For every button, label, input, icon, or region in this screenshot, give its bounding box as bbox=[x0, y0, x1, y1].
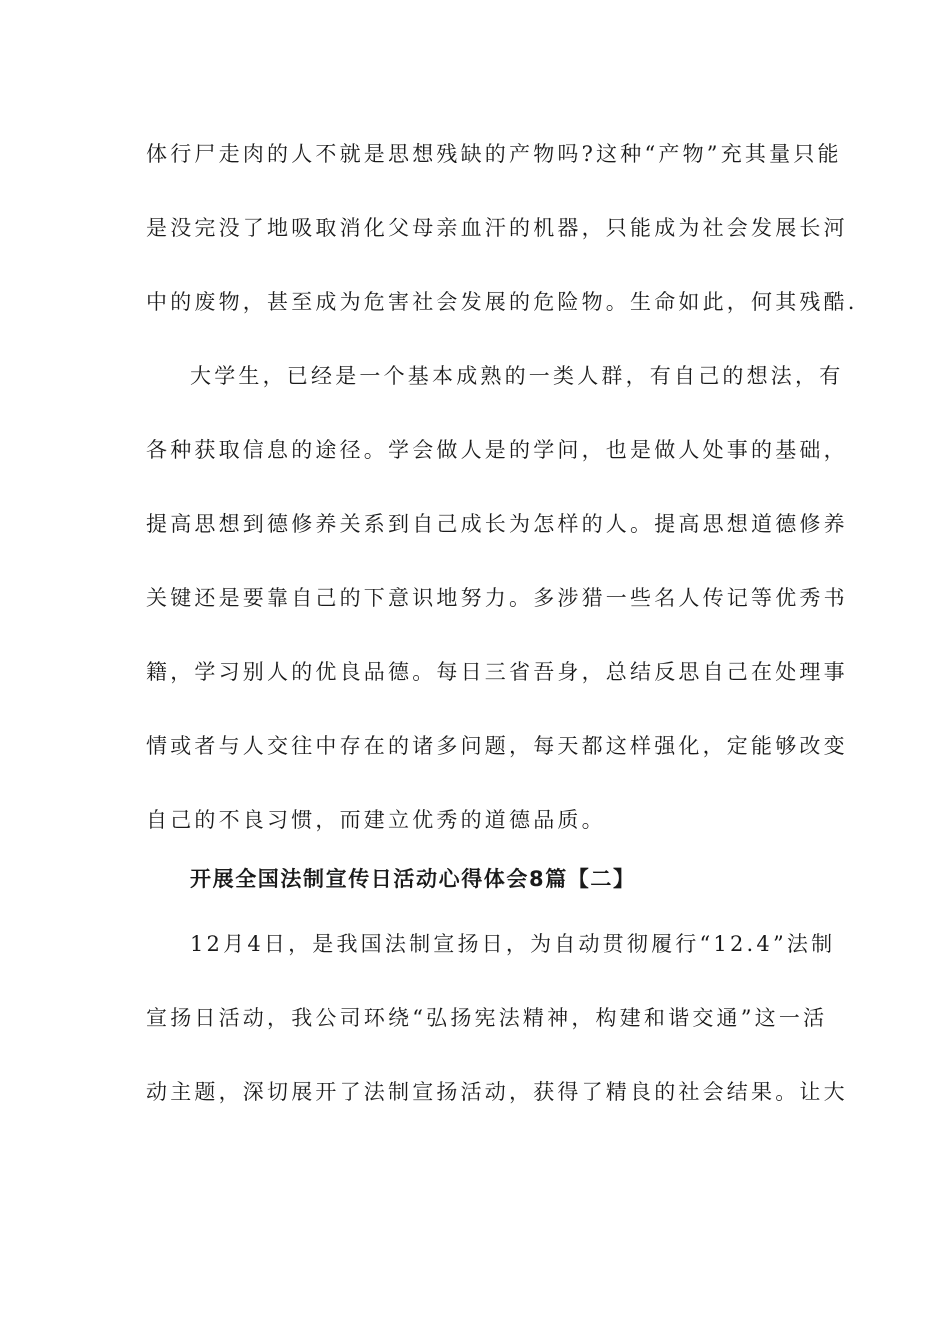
paragraph-line: 大学生，已经是一个基本成熟的一类人群，有自己的想法，有 bbox=[190, 364, 844, 388]
section-heading: 开展全国法制宣传日活动心得体会8篇【二】 bbox=[190, 867, 636, 891]
paragraph-line: 12月4日，是我国法制宣扬日，为自动贯彻履行“12.4”法制 bbox=[190, 932, 836, 956]
paragraph-line: 关键还是要靠自己的下意识地努力。多涉猎一些名人传记等优秀书 bbox=[146, 586, 848, 610]
paragraph-line: 宣扬日活动，我公司环绕“弘扬宪法精神，构建和谐交通”这一活 bbox=[146, 1006, 828, 1030]
paragraph-line: 体行尸走肉的人不就是思想残缺的产物吗?这种“产物”充其量只能 bbox=[146, 142, 842, 166]
paragraph-line: 是没完没了地吸取消化父母亲血汗的机器，只能成为社会发展长河 bbox=[146, 216, 848, 240]
paragraph-line: 中的废物，甚至成为危害社会发展的危险物。生命如此，何其残酷. bbox=[146, 290, 858, 314]
paragraph-line: 提高思想到德修养关系到自己成长为怎样的人。提高思想道德修养 bbox=[146, 512, 848, 536]
paragraph-line: 动主题，深切展开了法制宣扬活动，获得了精良的社会结果。让大 bbox=[146, 1080, 848, 1104]
paragraph-line: 情或者与人交往中存在的诸多问题，每天都这样强化，定能够改变 bbox=[146, 734, 848, 758]
paragraph-line: 各种获取信息的途径。学会做人是的学问，也是做人处事的基础， bbox=[146, 438, 848, 462]
paragraph-line: 自己的不良习惯，而建立优秀的道德品质。 bbox=[146, 808, 606, 832]
paragraph-line: 籍，学习别人的优良品德。每日三省吾身，总结反思自己在处理事 bbox=[146, 660, 848, 684]
